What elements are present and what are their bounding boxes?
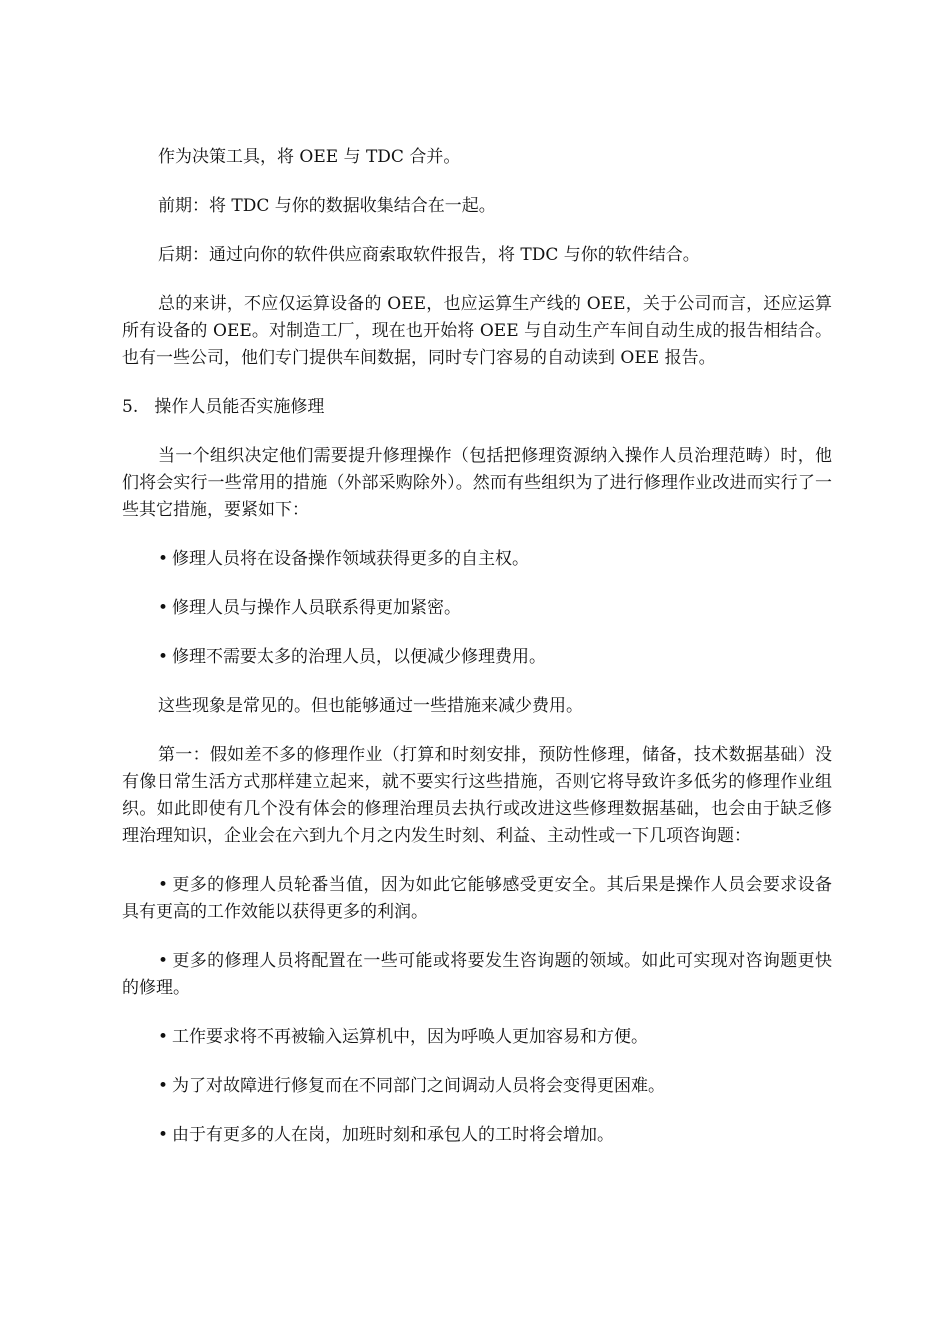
body-paragraph: 前期：将 TDC 与你的数据收集结合在一起。: [158, 196, 496, 216]
body-paragraph: 作为决策工具，将 OEE 与 TDC 合并。: [158, 147, 461, 167]
bullet-item: [122, 595, 832, 622]
bullet-dot-icon: •: [158, 875, 169, 895]
bullet-dot-icon: •: [158, 951, 169, 971]
body-paragraph: 当一个组织决定他们需要提升修理操作（包括把修理资源纳入操作人员治理范畴）时，他们将会实行一些常用的措施（外部采购除外）。然而有些组织为了进行修理作业改进而实行了一些其它措施，要紧如下：: [122, 446, 832, 520]
bullet-text: 工作要求将不再被输入运算机中，因为呼唤人更加容易和方便。: [172, 1027, 648, 1047]
bullet-text: 更多的修理人员将配置在一些可能或将要发生咨询题的领域。如此可实现对咨询题更快的修理。: [122, 951, 832, 998]
bullet-text: 修理人员将在设备操作领域获得更多的自主权。: [172, 549, 529, 569]
bullet-text: 为了对故障进行修复而在不同部门之间调动人员将会变得更困难。: [172, 1076, 665, 1096]
bullet-item: [122, 1073, 832, 1100]
bullet-dot-icon: •: [158, 1076, 169, 1096]
bullet-dot-icon: •: [158, 1027, 169, 1047]
bullet-item: [122, 948, 832, 1002]
bullet-dot-icon: •: [158, 549, 169, 569]
document-body: [122, 144, 832, 1171]
bullet-item: [122, 1122, 832, 1149]
body-paragraph: 后期：通过向你的软件供应商索取软件报告，将 TDC 与你的软件结合。: [158, 245, 700, 265]
section-heading: 5. 操作人员能否实施修理: [122, 397, 325, 417]
bullet-item: [122, 1024, 832, 1051]
bullet-dot-icon: •: [158, 598, 169, 618]
bullet-item: [122, 644, 832, 671]
bullet-item: [122, 546, 832, 573]
bullet-dot-icon: •: [158, 1125, 169, 1145]
bullet-text: 修理人员与操作人员联系得更加紧密。: [172, 598, 461, 618]
bullet-dot-icon: •: [158, 647, 169, 667]
body-paragraph: 总的来讲，不应仅运算设备的 OEE，也应运算生产线的 OEE，关于公司而言，还应运算所有设备的 OEE。对制造工厂，现在也开始将 OEE 与自动生产车间自动生成的报告相结合。也有一些公司，他们专门提供车间数据，同时专门容易的自动读到 OEE 报告。: [122, 294, 832, 368]
bullet-text: 由于有更多的人在岗，加班时刻和承包人的工时将会增加。: [172, 1125, 614, 1145]
body-paragraph: 第一：假如差不多的修理作业（打算和时刻安排，预防性修理，储备，技术数据基础）没有像日常生活方式那样建立起来，就不要实行这些措施，否则它将导致许多低劣的修理作业组织。如此即使有几个没有体会的修理治理员去执行或改进这些修理数据基础，也会由于缺乏修理治理知识，企业会在六到九个月之内发生时刻、利益、主动性或一下几项咨询题：: [122, 745, 832, 846]
body-paragraph: 这些现象是常见的。但也能够通过一些措施来减少费用。: [158, 696, 583, 716]
bullet-text: 修理不需要太多的治理人员，以便减少修理费用。: [172, 647, 546, 667]
bullet-item: [122, 872, 832, 926]
bullet-text: 更多的修理人员轮番当值，因为如此它能够感受更安全。其后果是操作人员会要求设备具有更高的工作效能以获得更多的利润。: [122, 875, 832, 922]
